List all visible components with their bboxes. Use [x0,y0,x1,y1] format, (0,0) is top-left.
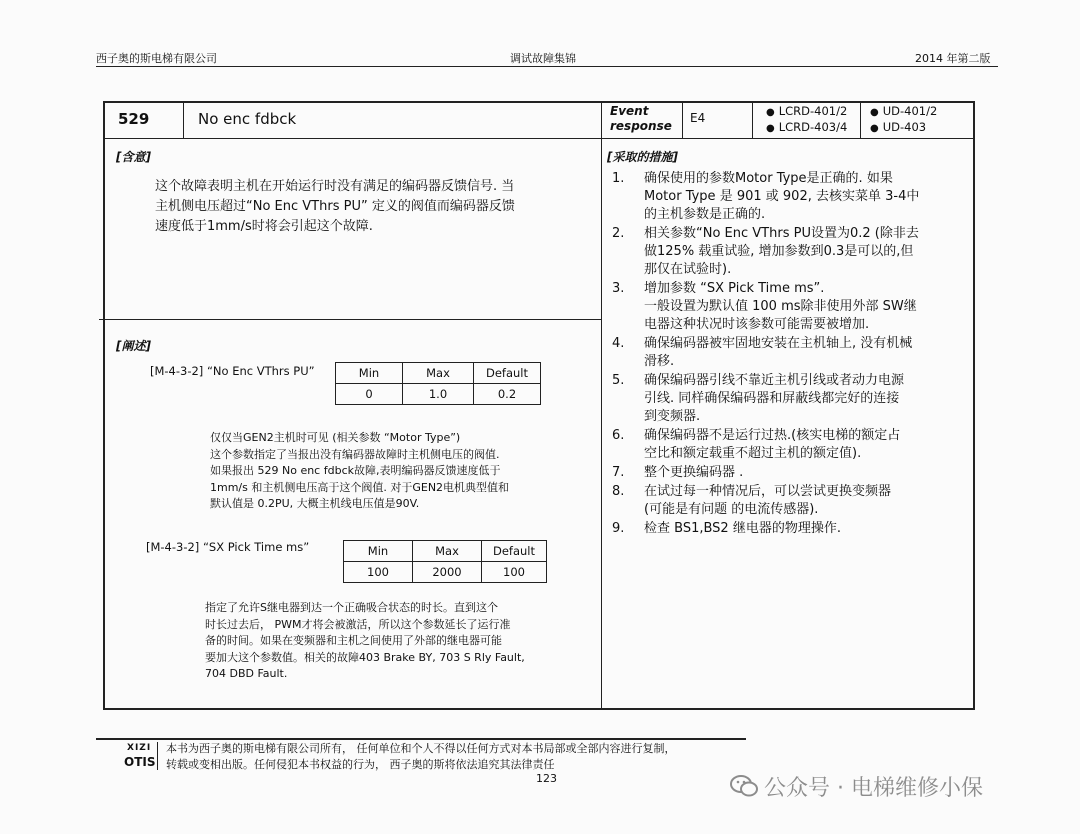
param2-max-header: Max [413,541,482,562]
action-text: 确保使用的参数Motor Type是正确的. 如果 Motor Type 是 901 或 902, 去核实菜单 3-4中 的主机参数是正确的. [644,171,920,222]
action-text: 增加参数 “SX Pick Time ms”. 一般设置为默认值 100 ms除非使用外部 SW继 电器这种状况时该参数可能需要被增加. [644,281,917,332]
footer-divider [96,738,746,740]
row-divider [105,138,973,139]
ud-list: ● UD-401/2 ● UD-403 [870,104,937,136]
fault-code: 529 [118,110,150,128]
action-item [612,483,962,519]
action-item [612,372,962,426]
lcrd-list: ● LCRD-401/2 ● LCRD-403/4 [766,104,847,136]
action-number: 8. [612,484,625,499]
action-text: 确保编码器不是运行过热.(核实电梯的额定占 空比和额定载重不超过主机的额定值). [644,428,901,461]
action-item [612,280,962,334]
param2-table [343,540,547,583]
param1-default-value: 0.2 [474,384,541,405]
meaning-title: [含意] [116,150,151,164]
action-item [612,170,962,224]
param1-min-header: Min [336,363,403,384]
action-number: 5. [612,373,625,388]
action-item [612,464,962,482]
param2-min-header: Min [344,541,413,562]
param2-label: [M-4-3-2] “SX Pick Time ms” [146,540,310,554]
action-text: 相关参数“No Enc VThrs PU设置为0.2 (除非去 做125% 载重试验, 增加参数到0.3是可以的,但 那仅在试验时). [644,226,919,277]
header-title: 调试故障集锦 [510,52,576,65]
param1-label: [M-4-3-2] “No Enc VThrs PU” [150,364,315,378]
actions-list [612,170,962,539]
action-item [612,335,962,371]
event-code: E4 [690,111,706,125]
header-edition: 2014 年第二版 [915,52,991,65]
header-divider [96,66,998,67]
action-item [612,520,962,538]
action-text: 检查 BS1,BS2 继电器的物理操作. [644,521,841,536]
param1-table [335,362,541,405]
actions-title: [采取的措施] [607,150,678,164]
action-text: 确保编码器被牢固地安装在主机轴上, 没有机械 滑移. [644,336,913,369]
action-text: 整个更换编码器 . [644,465,744,480]
footer-copyright: 本书为西子奥的斯电梯有限公司所有， 任何单位和个人不得以任何方式对本书局部或全部内容进行复制， 转载或变相出版。任何侵犯本书权益的行为， 西子奥的斯将依法追究其法律责任 [166,742,676,771]
param1-max-value: 1.0 [403,384,474,405]
param2-min-value: 100 [344,562,413,583]
fault-name: No enc fdbck [198,110,297,128]
watermark-text: 公众号 · 电梯维修小保 [764,776,983,801]
xizi-logo-text: XIZI [127,743,152,753]
action-number: 6. [612,428,625,443]
action-number: 2. [612,226,625,241]
action-text: 确保编码器引线不靠近主机引线或者动力电源 引线. 同样确保编码器和屏蔽线都完好的连接 到变频器. [644,373,905,424]
otis-logo-text: OTIS [124,755,156,769]
param1-max-header: Max [403,363,474,384]
action-number: 4. [612,336,625,351]
action-text: 在试过每一种情况后，可以尝试更换变频器 (可能是有问题 的电流传感器). [644,484,892,517]
param1-min-value: 0 [336,384,403,405]
param1-default-header: Default [474,363,541,384]
page-number: 123 [536,772,557,785]
param2-max-value: 2000 [413,562,482,583]
action-item [612,427,962,463]
param1-text: 仅仅当GEN2主机时可见 (相关参数 “Motor Type”) 这个参数指定了当报出没有编码器故障时主机侧电压的阀值. 如果报出 529 No enc fdbck故障,表明编码器反馈速度低于 1mm/s 和主机侧电压高于这个阀值. 对于GEN2电机典型值和 默认值是 0.2PU, 大概主机线电压值是90V. [210,431,510,510]
param2-text: 指定了允许S继电器到达一个正确吸合状态的时长。直到这个 时长过去后， PWM才将会被激活，所以这个参数延长了运行准 备的时间。如果在变频器和主机之间使用了外部的继电器可能 要加大这个参数值。相关的故障403 Brake BY, 703 S Rly Fault, 704 DBD Fault. [205,601,525,680]
param2-default-header: Default [482,541,547,562]
header-company: 西子奥的斯电梯有限公司 [96,52,217,65]
action-number: 1. [612,171,625,186]
action-item [612,225,962,279]
meaning-text: 这个故障表明主机在开始运行时没有满足的编码器反馈信号. 当 主机侧电压超过“No Enc VThrs PU” 定义的阀值而编码器反馈 速度低于1mm/s时将会引起这个故障. [155,179,515,234]
event-response-label: Event response [610,104,672,133]
wechat-icon [730,774,758,798]
description-title: [阐述] [116,339,151,353]
action-number: 9. [612,521,625,536]
column-divider [601,103,602,708]
action-number: 7. [612,465,625,480]
param2-default-value: 100 [482,562,547,583]
action-number: 3. [612,281,625,296]
